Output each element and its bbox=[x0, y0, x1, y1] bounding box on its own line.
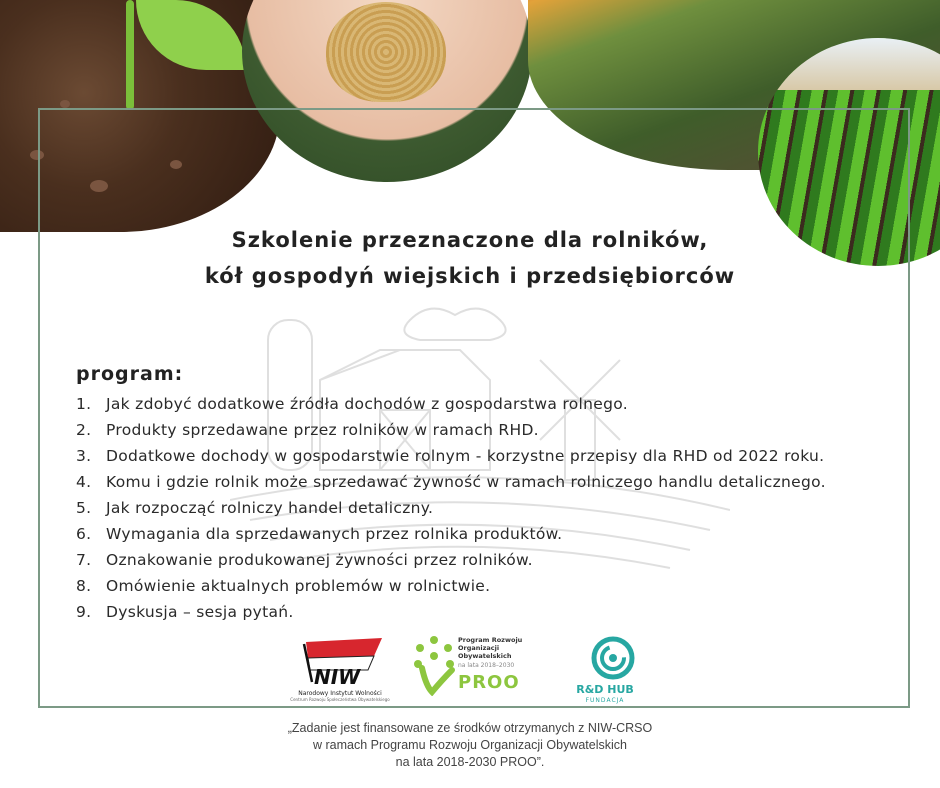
proo-figure-icon bbox=[412, 634, 456, 696]
program-item bbox=[76, 443, 826, 469]
program-list bbox=[76, 391, 826, 625]
proo-logo bbox=[412, 634, 542, 696]
program-item-number: 5. bbox=[76, 499, 92, 517]
proo-line-1: Program Rozwoju bbox=[458, 636, 523, 644]
program-item-number: 9. bbox=[76, 603, 92, 621]
program-item-number: 3. bbox=[76, 447, 92, 465]
program-item-text: Produkty sprzedawane przez rolników w ramach RHD. bbox=[106, 421, 539, 439]
proo-wordmark: PROO bbox=[458, 672, 520, 693]
program-item bbox=[76, 495, 826, 521]
program-item-text: Jak rozpocząć rolniczy handel detaliczny. bbox=[106, 499, 434, 517]
program-item-number: 2. bbox=[76, 421, 92, 439]
proo-years: na lata 2018–2030 bbox=[458, 662, 515, 669]
proo-program-name bbox=[458, 636, 522, 660]
program-item-number: 4. bbox=[76, 473, 92, 491]
program-item-number: 6. bbox=[76, 525, 92, 543]
rdhub-name: R&D HUB bbox=[576, 683, 634, 696]
funding-note-line-3: na lata 2018-2030 PROO”. bbox=[395, 755, 545, 769]
program-item bbox=[76, 547, 826, 573]
program-item bbox=[76, 417, 826, 443]
rdhub-logo bbox=[568, 636, 642, 710]
funding-note-line-2: w ramach Programu Rozwoju Organizacji Obywatelskich bbox=[312, 738, 627, 752]
program-item-text: Jak zdobyć dodatkowe źródła dochodów z gospodarstwa rolnego. bbox=[106, 395, 628, 413]
niw-logo bbox=[284, 636, 396, 708]
rdhub-swirl-icon bbox=[591, 636, 635, 680]
program-item-text: Omówienie aktualnych problemów w rolnictwie. bbox=[106, 577, 491, 595]
program-item-text: Wymagania dla sprzedawanych przez rolnika produktów. bbox=[106, 525, 563, 543]
title-line-2: kół gospodyń wiejskich i przedsiębiorców bbox=[204, 264, 736, 288]
program-item-text: Oznakowanie produkowanej żywności przez rolników. bbox=[106, 551, 533, 569]
rdhub-subtitle: FUNDACJA bbox=[585, 697, 625, 704]
program-item-text: Dodatkowe dochody w gospodarstwie rolnym - korzystne przepisy dla RHD od 2022 roku. bbox=[106, 447, 825, 465]
program-item bbox=[76, 521, 826, 547]
niw-caption-subtitle: Centrum Rozwoju Społeczeństwa Obywatelskiego bbox=[290, 697, 390, 702]
niw-caption bbox=[284, 690, 396, 702]
proo-line-2: Organizacji bbox=[458, 644, 500, 652]
page-title bbox=[0, 222, 940, 294]
program-item-text: Komu i gdzie rolnik może sprzedawać żywność w ramach rolniczego handlu detalicznego. bbox=[106, 473, 826, 491]
niw-flag-icon bbox=[284, 636, 396, 688]
program-heading: program: bbox=[76, 363, 184, 385]
svg-text:NIW: NIW bbox=[314, 665, 361, 688]
program-item bbox=[76, 573, 826, 599]
program-item-number: 7. bbox=[76, 551, 92, 569]
proo-line-3: Obywatelskich bbox=[458, 652, 512, 660]
niw-caption-title: Narodowy Instytut Wolności bbox=[298, 690, 382, 697]
program-item bbox=[76, 469, 826, 495]
title-line-1: Szkolenie przeznaczone dla rolników, bbox=[231, 228, 709, 252]
program-item-number: 8. bbox=[76, 577, 92, 595]
program-item bbox=[76, 391, 826, 417]
program-item-text: Dyskusja – sesja pytań. bbox=[106, 603, 294, 621]
program-item bbox=[76, 599, 826, 625]
funding-note bbox=[0, 720, 940, 771]
program-item-number: 1. bbox=[76, 395, 92, 413]
funding-note-line-1: „Zadanie jest finansowane ze środków otrzymanych z NIW-CRSO bbox=[287, 721, 653, 735]
